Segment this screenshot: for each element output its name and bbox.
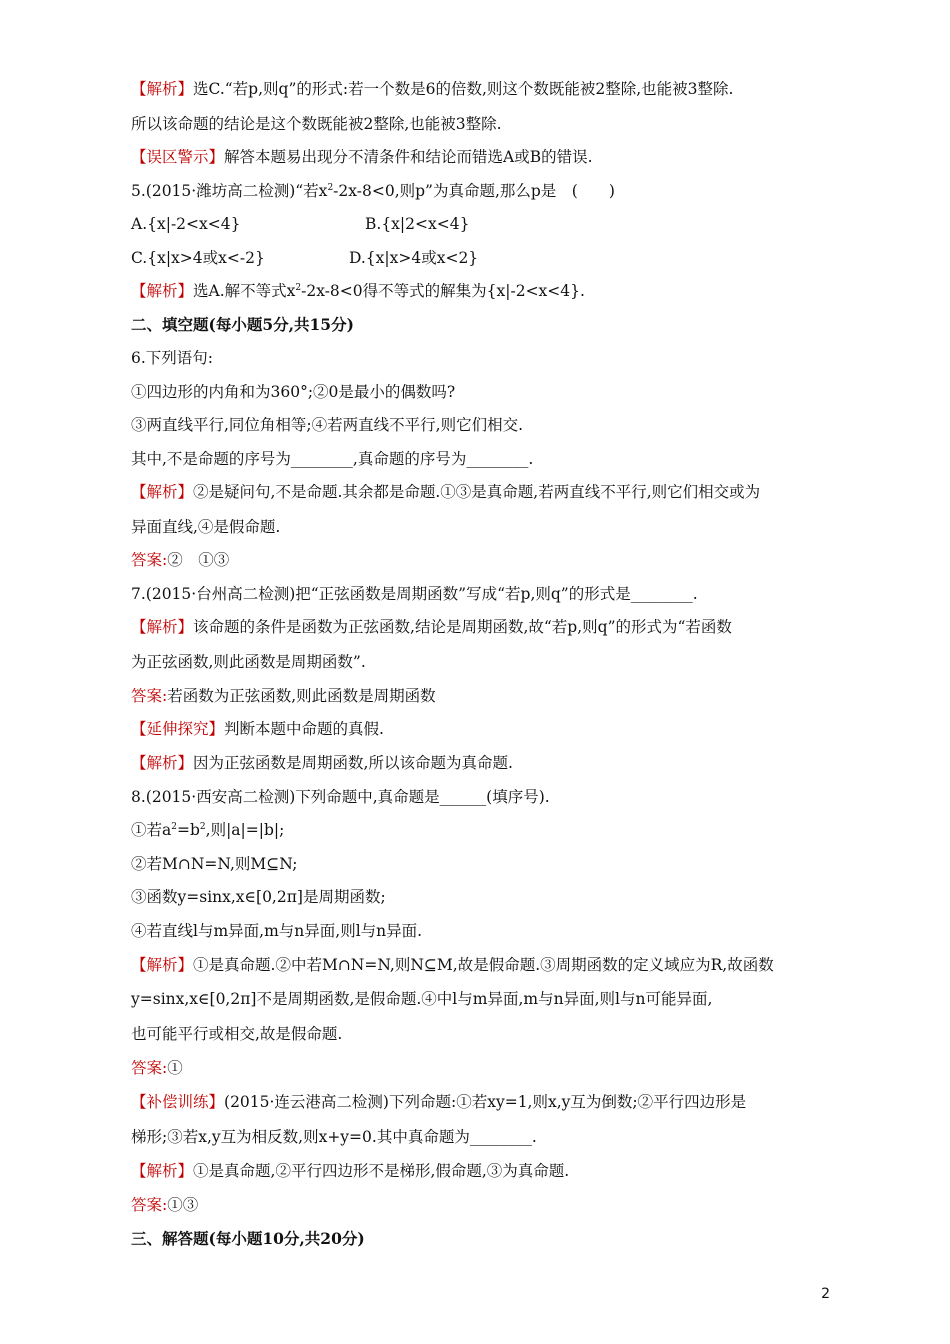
question-5 (131, 180, 831, 202)
answer-q7 (131, 685, 831, 707)
option-c: C.{x|x>4或x<-2} (131, 249, 265, 267)
analysis-text: ②是疑问句,不是命题.其余都是命题.①③是真命题,若两直线不平行,则它们相交或为 (193, 483, 761, 501)
text: =b (176, 821, 200, 839)
question-text: 5.(2015·潍坊高二检测)“若x (131, 182, 328, 200)
statement-4: ④若直线l与m异面,m与n异面,则l与n异面. (131, 922, 423, 940)
superscript: 2 (295, 283, 302, 293)
extension-paragraph (131, 718, 831, 740)
analysis-tag: 【解析】 (131, 80, 194, 98)
analysis-paragraph-q7 (131, 616, 831, 638)
answer-q8 (131, 1057, 831, 1079)
text-line: ①四边形的内角和为360°;②0是最小的偶数吗? (131, 383, 456, 401)
analysis-text: 选A.解不等式x (193, 282, 296, 300)
text-line: 异面直线,④是假命题. (131, 518, 281, 536)
answer-text: ② ①③ (167, 551, 230, 569)
analysis-paragraph-q6 (131, 481, 831, 503)
superscript: 2 (171, 822, 177, 832)
analysis-tag: 【解析】 (131, 754, 194, 772)
answer-text: 若函数为正弦函数,则此函数是周期函数 (167, 687, 436, 705)
question-6: 6.下列语句: (131, 349, 214, 367)
analysis-tag: 【解析】 (131, 1162, 194, 1180)
option-a: A.{x|-2<x<4} (131, 215, 241, 233)
analysis-text: 因为正弦函数是周期函数,所以该命题为真命题. (193, 754, 513, 772)
extension-text: 判断本题中命题的真假. (224, 720, 384, 738)
answer-text: ①③ (167, 1196, 199, 1214)
analysis-paragraph-ext (131, 752, 831, 774)
text-line: 也可能平行或相交,故是假命题. (131, 1025, 343, 1043)
superscript: 2 (199, 822, 206, 832)
analysis-text: 选C.“若p,则q”的形式:若一个数是6的倍数,则这个数既能被2整除,也能被3整除. (193, 80, 734, 98)
analysis-text: -2x-8<0得不等式的解集为{x|-2<x<4}. (301, 282, 585, 300)
section-heading-fill-in: 二、填空题(每小题5分,共15分) (131, 315, 354, 334)
text-line: 为正弦函数,则此函数是周期函数”. (131, 653, 366, 671)
text-line: ③两直线平行,同位角相等;④若两直线不平行,则它们相交. (131, 416, 524, 434)
extension-tag: 【延伸探究】 (131, 720, 225, 738)
answer-q6 (131, 549, 831, 571)
answer-text: ① (167, 1059, 183, 1077)
question-text: -2x-8<0,则p”为真命题,那么p是 ( ) (333, 182, 615, 200)
analysis-tag: 【解析】 (131, 483, 194, 501)
analysis-paragraph-supp (131, 1160, 831, 1182)
question-8: 8.(2015·西安高二检测)下列命题中,真命题是______(填序号). (131, 788, 550, 806)
text: ,则|a|=|b|; (205, 821, 285, 839)
analysis-paragraph-q4 (131, 78, 831, 100)
option-d: D.{x|x>4或x<2} (349, 249, 479, 267)
options-row (131, 247, 831, 269)
text-line: 其中,不是命题的序号为________,真命题的序号为________. (131, 450, 534, 468)
section-heading-answer: 三、解答题(每小题10分,共20分) (131, 1229, 365, 1248)
supplement-paragraph (131, 1091, 831, 1113)
analysis-tag: 【解析】 (131, 956, 194, 974)
option-b: B.{x|2<x<4} (365, 215, 470, 233)
answer-supp (131, 1194, 831, 1216)
answer-tag: 答案: (131, 551, 168, 569)
analysis-text: ①是真命题.②中若M∩N=N,则N⊆M,故是假命题.③周期函数的定义域应为R,故函数 (193, 956, 774, 974)
text-line: 梯形;③若x,y互为相反数,则x+y=0.其中真命题为________. (131, 1128, 537, 1146)
analysis-paragraph-q8 (131, 954, 831, 976)
superscript: 2 (327, 183, 334, 193)
statement-1 (131, 819, 831, 841)
analysis-text: 该命题的条件是函数为正弦函数,结论是周期函数,故“若p,则q”的形式为“若函数 (193, 618, 732, 636)
options-row (131, 213, 831, 235)
text-line: y=sinx,x∈[0,2π]不是周期函数,是假命题.④中l与m异面,m与n异面,则l与n可能异面, (131, 990, 713, 1008)
page-number: 2 (821, 1286, 830, 1302)
statement-3: ③函数y=sinx,x∈[0,2π]是周期函数; (131, 888, 386, 906)
answer-tag: 答案: (131, 1196, 168, 1214)
pitfall-text: 解答本题易出现分不清条件和结论而错选A或B的错误. (224, 148, 593, 166)
question-7: 7.(2015·台州高二检测)把“正弦函数是周期函数”写成“若p,则q”的形式是________. (131, 585, 698, 603)
supplement-tag: 【补偿训练】 (131, 1093, 225, 1111)
text: ①若a (131, 821, 172, 839)
answer-tag: 答案: (131, 687, 168, 705)
supplement-text: (2015·连云港高二检测)下列命题:①若xy=1,则x,y互为倒数;②平行四边形是 (224, 1093, 747, 1111)
pitfall-tag: 【误区警示】 (131, 148, 225, 166)
analysis-tag: 【解析】 (131, 282, 194, 300)
text-line: 所以该命题的结论是这个数既能被2整除,也能被3整除. (131, 115, 502, 133)
analysis-tag: 【解析】 (131, 618, 194, 636)
analysis-paragraph-q5 (131, 280, 831, 302)
analysis-text: ①是真命题,②平行四边形不是梯形,假命题,③为真命题. (193, 1162, 570, 1180)
pitfall-paragraph (131, 146, 831, 168)
statement-2: ②若M∩N=N,则M⊆N; (131, 855, 298, 873)
answer-tag: 答案: (131, 1059, 168, 1077)
